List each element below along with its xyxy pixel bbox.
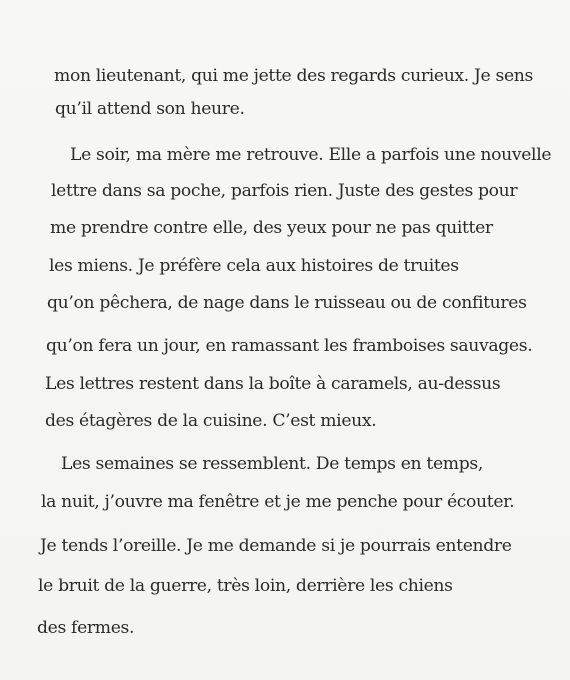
text-line-10: des étagères de la cuisine. C’est mieux. [45,411,377,431]
text-line-15: des fermes. [37,618,135,638]
text-line-6: les miens. Je préfère cela aux histoires de truites [49,256,459,276]
text-line-3: Le soir, ma mère me retrouve. Elle a parfois une nouvelle [70,145,552,165]
text-line-1: mon lieutenant, qui me jette des regards curieux. Je sens [54,66,533,86]
text-line-8: qu’on fera un jour, en ramassant les framboises sauvages. [46,336,533,356]
text-line-5: me prendre contre elle, des yeux pour ne pas quitter [50,218,493,238]
text-line-2: qu’il attend son heure. [55,99,245,119]
text-line-14: le bruit de la guerre, très loin, derrière les chiens [38,576,453,596]
text-line-4: lettre dans sa poche, parfois rien. Juste des gestes pour [51,181,518,201]
text-line-11: Les semaines se ressemblent. De temps en temps, [61,454,483,474]
text-line-12: la nuit, j’ouvre ma fenêtre et je me penche pour écouter. [41,492,515,512]
text-line-9: Les lettres restent dans la boîte à caramels, au-dessus [45,374,501,394]
text-line-7: qu’on pêchera, de nage dans le ruisseau ou de confitures [47,293,527,313]
text-line-13: Je tends l’oreille. Je me demande si je pourrais entendre [40,536,512,556]
